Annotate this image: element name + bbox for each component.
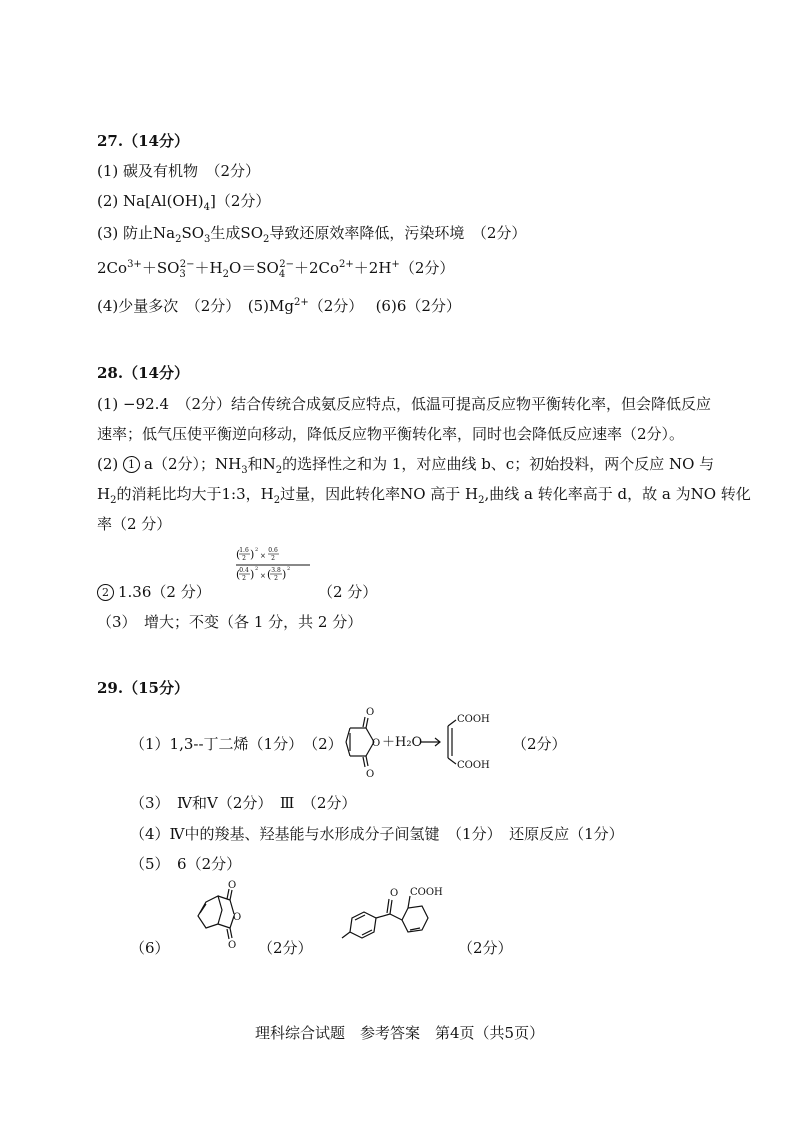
q28-line-6-score: （2 分）: [318, 583, 378, 601]
q27-answer-2: (2) $Na[Al(OH)_4](2$分）: [97, 192, 271, 213]
keto-acid-structure: [338, 884, 458, 954]
paren-open-2: (: [236, 568, 241, 581]
frac-exp-3: 2: [287, 566, 291, 572]
o-top-label: O: [366, 707, 375, 718]
frac-exp-2: 2: [255, 566, 259, 572]
o-label-b: O: [233, 912, 242, 923]
q28-line-1: (1) −92.4 （2分）结合传统合成氨反应特点，低温可提高反应物平衡转化率，但会降低反应: [97, 395, 712, 413]
frac-exp-1: 2: [255, 547, 259, 553]
equilibrium-constant-fraction: [236, 548, 312, 600]
frac-times-1: ×: [260, 552, 266, 560]
q28-line-6: 2 1.36（2 分）: [97, 581, 211, 602]
page-footer: 理科综合试题 参考答案 第4页（共5页）: [255, 1024, 545, 1042]
frac-d1: 2: [242, 555, 246, 562]
hydrolysis-reaction-diagram: [336, 706, 506, 778]
frac-d4: 2: [274, 575, 278, 582]
q29-line-3: （4）Ⅳ中的羧基、羟基能与水形成分子间氢键 （1分） 还原反应（1分）: [130, 825, 624, 843]
q27-answer-4-6: (4)少量多次 （2分） $(5)Mg^{2+}(2$分） (6)6（2分）: [97, 297, 461, 315]
frac-d2: 2: [271, 555, 275, 562]
q27-answer-1: (1) 碳及有机物 （2分）: [97, 162, 261, 180]
q28-line-2: 速率；低气压使平衡逆向移动，降低反应物平衡转化率，同时也会降低反应速率（2分）。: [97, 425, 685, 443]
q29-line-5-score-2: （2分）: [458, 939, 513, 957]
frac-n4: 3.8: [271, 567, 281, 574]
q28-line-3: (2) 1 a（2分）；$NH_3$和$N_2$的选择性之和为 1，对应曲线 b、c；初始投料，两个反应 NO 与: [97, 455, 715, 476]
circled-number-1: 1: [123, 456, 140, 473]
q28-line-7: （3） 增大；不变（各 1 分，共 2 分）: [97, 613, 363, 631]
frac-n3: 0.4: [239, 567, 249, 574]
o-label-c: O: [228, 940, 237, 951]
frac-times-2: ×: [260, 572, 266, 580]
paren-open-3: (: [267, 568, 272, 581]
q29-line-2: （3） Ⅳ和Ⅴ（2分） Ⅲ （2分）: [130, 794, 357, 812]
q29-line-4: （5） 6（2分）: [130, 855, 242, 873]
o-label-d: O: [390, 888, 399, 899]
frac-n2: 0.6: [268, 547, 278, 554]
paren-open: (: [236, 548, 241, 561]
q28-heading: 28.（14分）: [97, 364, 189, 382]
paren-close-2: ): [250, 568, 255, 581]
anhydride-structure: [192, 880, 252, 950]
frac-n1: 1.6: [239, 547, 249, 554]
cooh-bottom-label: COOH: [457, 760, 490, 771]
q27-heading: 27.（14分）: [97, 132, 189, 150]
cooh-label-3: COOH: [410, 887, 443, 898]
q29-heading: 29.（15分）: [97, 679, 189, 697]
q27-answer-3: (3) 防止$Na_2SO_3$生成$SO_2$导致还原效率降低，污染环境 （2分）: [97, 224, 527, 245]
frac-d3: 2: [242, 575, 246, 582]
q29-line-5: （6）: [130, 939, 170, 957]
q29-line-1-score: （2分）: [512, 735, 567, 753]
q29-line-5-score-1: （2分）: [258, 939, 313, 957]
circled-number-2: 2: [97, 584, 114, 601]
paren-close: ): [250, 548, 255, 561]
o-label-a: O: [228, 880, 237, 891]
cooh-top-label: COOH: [457, 714, 490, 725]
o-bottom-label: O: [366, 769, 375, 780]
o-ring-label: O: [372, 738, 381, 749]
q29-line-1: （1）1,3--丁二烯（1分） （2）: [130, 735, 343, 753]
q28-line-5: 率（2 分）: [97, 515, 172, 533]
plus-water-label: ＋H₂O: [382, 735, 423, 750]
q27-ionic-equation: $2Co^{3+}+SO_3^{2-}+H_2O=SO_4^{2-}+2Co^{2+}+2H^+(2$分）: [97, 259, 455, 280]
paren-close-3: ): [282, 568, 287, 581]
q28-line-4: $H_2$的消耗比均大于1:3，$H_2$过量，因此转化率NO 高于 $H_2$,曲线 a 转化率高于 d，故 a 为NO 转化: [97, 485, 751, 506]
